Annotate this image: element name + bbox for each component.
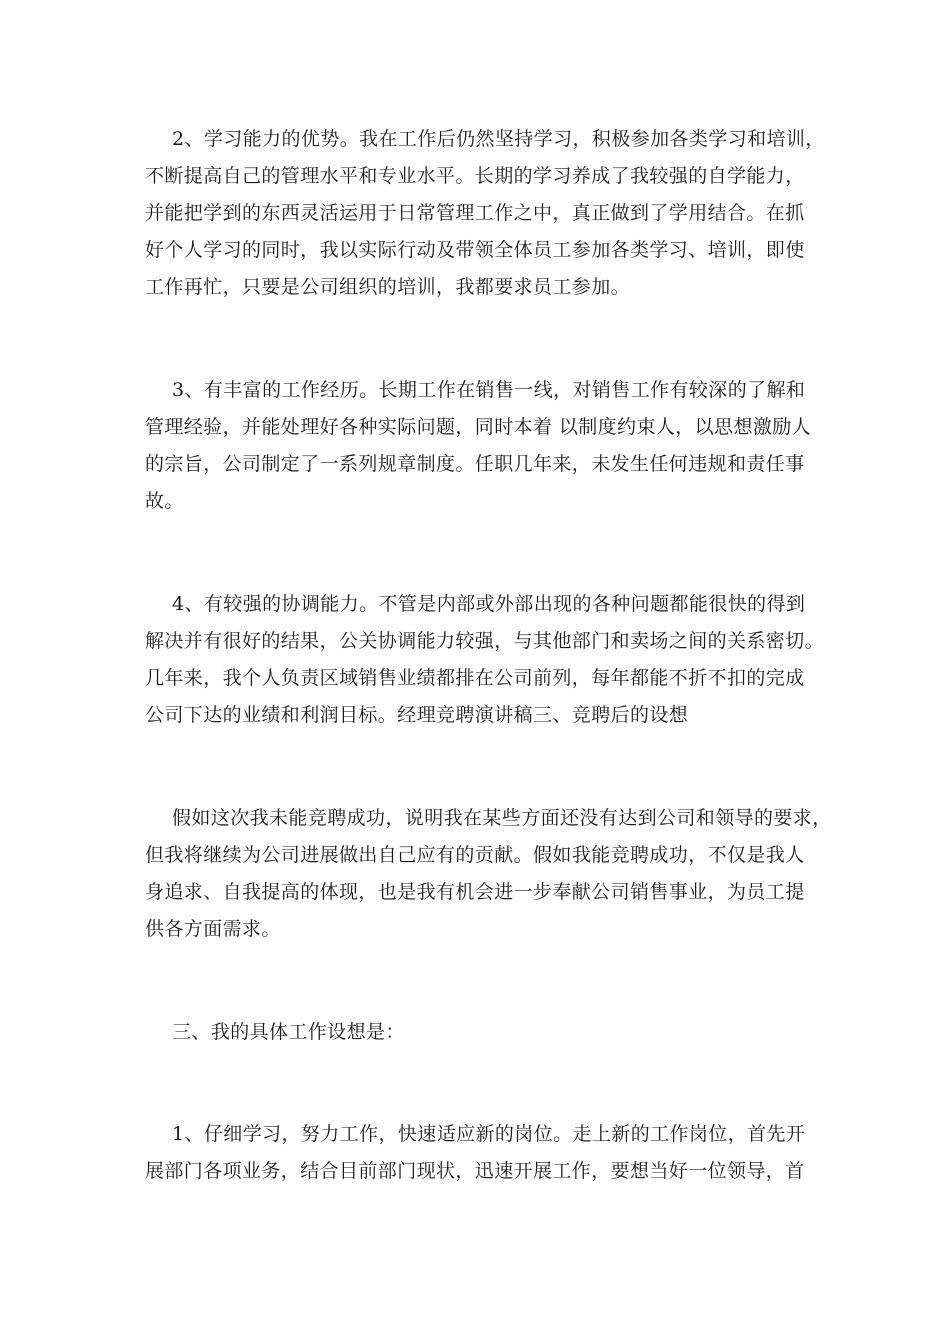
text-line: 几年来，我个人负责区域销售业绩都排在公司前列，每年都能不折不扣的完成 xyxy=(145,667,805,689)
text-line: 但我将继续为公司进展做出自己应有的贡献。假如我能竞聘成功，不仅是我人 xyxy=(145,844,805,866)
text-line: 故。 xyxy=(145,490,184,512)
text-line: 身追求、自我提高的体现，也是我有机会进一步奉献公司销售事业，为员工提 xyxy=(145,881,805,903)
text-line: 不断提高自己的管理水平和专业水平。长期的学习养成了我较强的自学能力， xyxy=(145,165,805,187)
text-line: 的宗旨，公司制定了一系列规章制度。任职几年来，未发生任何违规和责任事 xyxy=(145,453,805,475)
text-line: 2、学习能力的优势。我在工作后仍然坚持学习，积极参加各类学习和培训， xyxy=(172,128,825,150)
text-line: 公司下达的业绩和利润目标。经理竞聘演讲稿三、竞聘后的设想 xyxy=(145,704,689,726)
text-line: 1、仔细学习，努力工作，快速适应新的岗位。走上新的工作岗位，首先开 xyxy=(172,1123,806,1145)
text-line: 工作再忙，只要是公司组织的培训，我都要求员工参加。 xyxy=(145,276,631,298)
text-line: 好个人学习的同时，我以实际行动及带领全体员工参加各类学习、培训，即使 xyxy=(145,239,805,261)
text-line: 管理经验，并能处理好各种实际问题，同时本着 以制度约束人，以思想激励人 xyxy=(145,416,812,438)
section-heading: 三、我的具体工作设想是： xyxy=(172,1021,405,1043)
text-line: 3、有丰富的工作经历。长期工作在销售一线，对销售工作有较深的了解和 xyxy=(172,379,806,401)
text-line: 解决并有很好的结果，公关协调能力较强，与其他部门和卖场之间的关系密切。 xyxy=(145,630,825,652)
text-line: 4、有较强的协调能力。不管是内部或外部出现的各种问题都能很快的得到 xyxy=(172,593,806,615)
text-line: 假如这次我未能竞聘成功，说明我在某些方面还没有达到公司和领导的要求， xyxy=(172,807,832,829)
text-line: 供各方面需求。 xyxy=(145,918,281,940)
text-line: 并能把学到的东西灵活运用于日常管理工作之中，真正做到了学用结合。在抓 xyxy=(145,202,805,224)
text-line: 展部门各项业务，结合目前部门现状，迅速开展工作，要想当好一位领导，首 xyxy=(145,1160,805,1182)
